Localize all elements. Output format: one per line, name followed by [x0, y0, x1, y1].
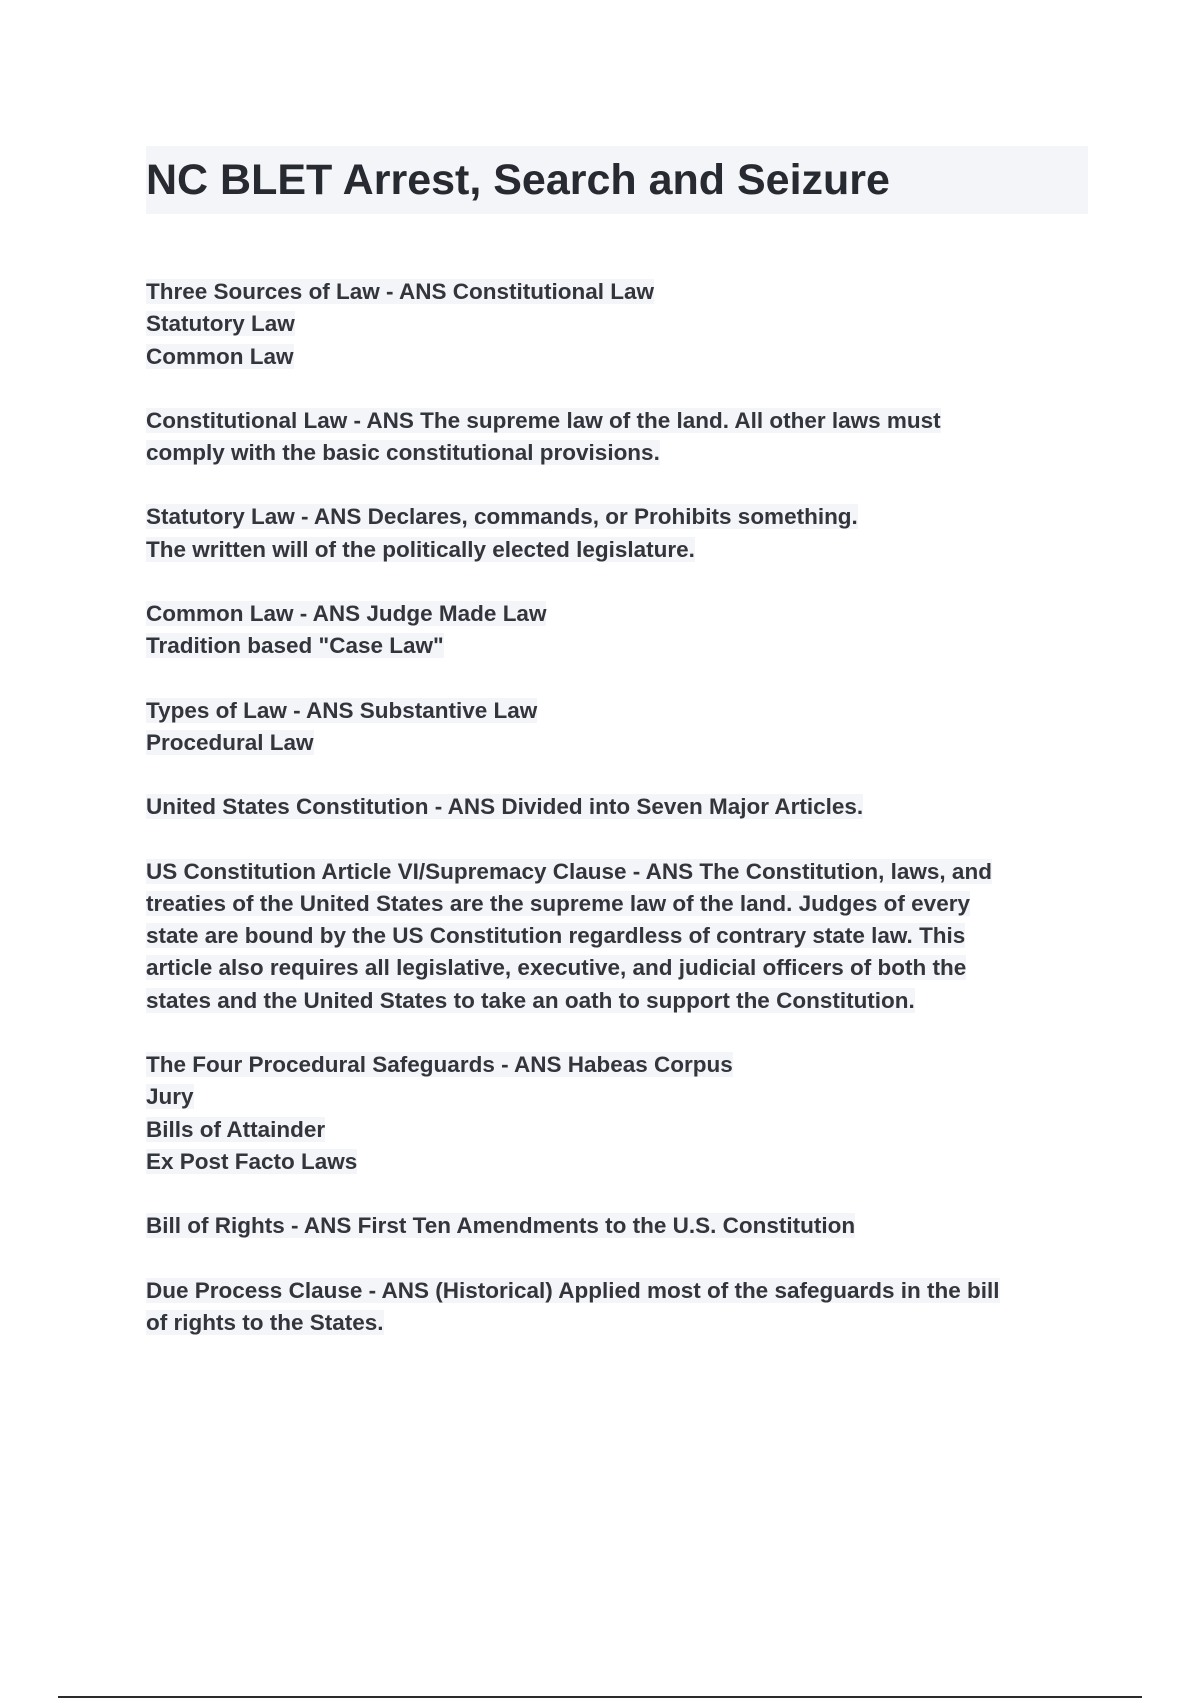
footer-divider	[58, 1696, 1142, 1698]
flashcard-entry	[146, 405, 1096, 470]
entry-line	[146, 952, 1096, 984]
entry-line	[146, 920, 1096, 952]
entry-line-text: The written will of the politically elected legislature.	[146, 536, 695, 562]
page-title: NC BLET Arrest, Search and Seizure	[146, 156, 890, 204]
entry-line	[146, 1081, 1096, 1113]
entry-line	[146, 1114, 1096, 1146]
flashcard-entry	[146, 598, 1096, 663]
entry-line-text: comply with the basic constitutional provisions.	[146, 440, 660, 466]
entry-line	[146, 1146, 1096, 1178]
entry-line	[146, 1307, 1096, 1339]
entry-line	[146, 985, 1096, 1017]
entry-line	[146, 437, 1096, 469]
entry-line-text: Jury	[146, 1084, 194, 1110]
entry-line	[146, 341, 1096, 373]
flashcard-entry	[146, 856, 1096, 1017]
entry-line-text: Statutory Law - ANS Declares, commands, or Prohibits something.	[146, 504, 858, 530]
entry-line-text: Constitutional Law - ANS The supreme law of the land. All other laws must	[146, 407, 941, 433]
flashcard-entry	[146, 276, 1096, 373]
entry-line-text: Procedural Law	[146, 729, 314, 755]
entry-line-text: Statutory Law	[146, 311, 295, 337]
entry-line-text: United States Constitution - ANS Divided into Seven Major Articles.	[146, 794, 864, 820]
entry-line	[146, 791, 1096, 823]
title-banner	[146, 146, 1088, 214]
entry-line	[146, 888, 1096, 920]
entry-line	[146, 308, 1096, 340]
flashcard-entry	[146, 1049, 1096, 1178]
flashcard-entry	[146, 1275, 1096, 1340]
entry-line-text: Common Law - ANS Judge Made Law	[146, 601, 547, 627]
entry-line-text: states and the United States to take an oath to support the Constitution.	[146, 987, 915, 1013]
entry-line-text: of rights to the States.	[146, 1309, 384, 1335]
entry-line	[146, 856, 1096, 888]
entry-line	[146, 695, 1096, 727]
entry-line	[146, 630, 1096, 662]
flashcard-entry	[146, 791, 1096, 823]
entry-line-text: Common Law	[146, 343, 294, 369]
entry-line-text: Due Process Clause - ANS (Historical) Applied most of the safeguards in the bill	[146, 1277, 1000, 1303]
entry-line-text: Ex Post Facto Laws	[146, 1148, 358, 1174]
entry-line	[146, 598, 1096, 630]
entry-line-text: state are bound by the US Constitution regardless of contrary state law. This	[146, 923, 966, 949]
flashcard-entry	[146, 501, 1096, 566]
entry-line	[146, 534, 1096, 566]
entry-line-text: treaties of the United States are the supreme law of the land. Judges of every	[146, 890, 970, 916]
entry-line-text: US Constitution Article VI/Supremacy Clause - ANS The Constitution, laws, and	[146, 858, 992, 884]
entry-line	[146, 727, 1096, 759]
entry-line	[146, 405, 1096, 437]
entry-line-text: Bill of Rights - ANS First Ten Amendments to the U.S. Constitution	[146, 1213, 856, 1239]
entry-line-text: Types of Law - ANS Substantive Law	[146, 697, 538, 723]
entry-line-text: The Four Procedural Safeguards - ANS Habeas Corpus	[146, 1052, 733, 1078]
flashcard-list	[146, 276, 1096, 1371]
entry-line	[146, 1049, 1096, 1081]
flashcard-entry	[146, 695, 1096, 760]
entry-line-text: Three Sources of Law - ANS Constitutional Law	[146, 279, 654, 304]
entry-line	[146, 501, 1096, 533]
entry-line-text: Bills of Attainder	[146, 1116, 326, 1142]
entry-line-text: Tradition based "Case Law"	[146, 633, 444, 659]
entry-line	[146, 1210, 1096, 1242]
flashcard-entry	[146, 1210, 1096, 1242]
entry-line	[146, 276, 1096, 308]
entry-line-text: article also requires all legislative, executive, and judicial officers of both the	[146, 955, 967, 981]
entry-line	[146, 1275, 1096, 1307]
